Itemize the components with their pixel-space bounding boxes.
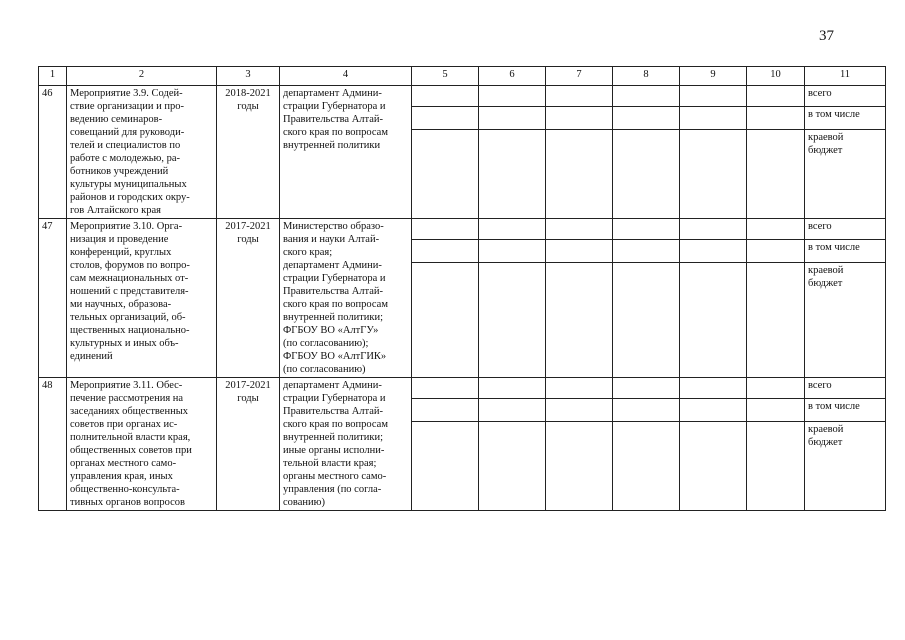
empty-cell [546, 399, 613, 422]
funding-total-label: всего [805, 86, 886, 107]
empty-cell [680, 240, 747, 263]
table-row [39, 86, 886, 107]
empty-cell [546, 86, 613, 107]
empty-cell [546, 219, 613, 240]
empty-cell [412, 107, 479, 130]
empty-cell [613, 219, 680, 240]
empty-cell [479, 107, 546, 130]
empty-cell [747, 86, 805, 107]
header-cell: 1 [39, 67, 67, 86]
empty-cell [613, 130, 680, 219]
page-number: 37 [819, 28, 834, 44]
empty-cell [613, 107, 680, 130]
responsible-executor: департамент Админи- страции Губернатора и Правительства Алтай- ского края по вопросам внутренней политики; иные органы исполни- тельной власти края; органы местного само- управления (по согла- сованию) [280, 378, 412, 511]
header-cell: 3 [217, 67, 280, 86]
empty-cell [479, 240, 546, 263]
empty-cell [613, 86, 680, 107]
funding-regional-budget-label: краевой бюджет [805, 422, 886, 511]
empty-cell [680, 399, 747, 422]
empty-cell [747, 219, 805, 240]
funding-regional-budget-label: краевой бюджет [805, 130, 886, 219]
empty-cell [613, 263, 680, 378]
empty-cell [479, 399, 546, 422]
empty-cell [680, 422, 747, 511]
empty-cell [747, 263, 805, 378]
empty-cell [546, 107, 613, 130]
header-cell: 9 [680, 67, 747, 86]
row-number: 46 [39, 86, 67, 219]
funding-regional-budget-label: краевой бюджет [805, 263, 886, 378]
table-row [39, 378, 886, 399]
empty-cell [412, 263, 479, 378]
empty-cell [546, 263, 613, 378]
activity-description: Мероприятие 3.9. Содей- ствие организации и про- ведению семинаров- совещаний для руководи- телей и специалистов по работе с молодежью, ра- ботников учреждений культуры муниципальных районов и городских окру- гов Алтайского края [67, 86, 217, 219]
empty-cell [680, 219, 747, 240]
empty-cell [613, 240, 680, 263]
column-number-header [39, 67, 886, 86]
empty-cell [680, 130, 747, 219]
empty-cell [546, 130, 613, 219]
empty-cell [546, 240, 613, 263]
row-number: 47 [39, 219, 67, 378]
empty-cell [613, 399, 680, 422]
empty-cell [680, 107, 747, 130]
header-cell: 2 [67, 67, 217, 86]
empty-cell [747, 399, 805, 422]
empty-cell [479, 422, 546, 511]
table-body [39, 67, 886, 511]
header-cell: 5 [412, 67, 479, 86]
empty-cell [412, 130, 479, 219]
empty-cell [546, 378, 613, 399]
funding-including-label: в том числе [805, 240, 886, 263]
empty-cell [747, 422, 805, 511]
header-cell: 6 [479, 67, 546, 86]
funding-total-label: всего [805, 378, 886, 399]
empty-cell [680, 86, 747, 107]
empty-cell [479, 130, 546, 219]
empty-cell [680, 378, 747, 399]
funding-including-label: в том числе [805, 399, 886, 422]
empty-cell [412, 422, 479, 511]
header-cell: 11 [805, 67, 886, 86]
empty-cell [479, 86, 546, 107]
implementation-years: 2017-2021 годы [217, 378, 280, 511]
activity-description: Мероприятие 3.11. Обес- печение рассмотрения на заседаниях общественных советов при органах ис- полнительной власти края, общественных советов при органах местного само- управления края, иных общественно-консульта- тивных органов вопросов [67, 378, 217, 511]
header-cell: 10 [747, 67, 805, 86]
empty-cell [680, 263, 747, 378]
header-cell: 8 [613, 67, 680, 86]
empty-cell [412, 399, 479, 422]
responsible-executor: департамент Админи- страции Губернатора и Правительства Алтай- ского края по вопросам внутренней политики [280, 86, 412, 219]
empty-cell [747, 240, 805, 263]
empty-cell [412, 219, 479, 240]
empty-cell [546, 422, 613, 511]
empty-cell [747, 107, 805, 130]
row-number: 48 [39, 378, 67, 511]
implementation-years: 2018-2021 годы [217, 86, 280, 219]
empty-cell [479, 378, 546, 399]
table-row [39, 219, 886, 240]
funding-total-label: всего [805, 219, 886, 240]
empty-cell [747, 378, 805, 399]
empty-cell [412, 378, 479, 399]
empty-cell [412, 86, 479, 107]
empty-cell [747, 130, 805, 219]
empty-cell [613, 422, 680, 511]
header-cell: 4 [280, 67, 412, 86]
empty-cell [613, 378, 680, 399]
empty-cell [412, 240, 479, 263]
empty-cell [479, 219, 546, 240]
responsible-executor: Министерство образо- вания и науки Алтай- ского края; департамент Админи- страции Губернатора и Правительства Алтай- ского края по вопросам внутренней политики; ФГБОУ ВО «АлтГУ» (по согласованию); ФГБОУ ВО «АлтГИК» (по согласованию) [280, 219, 412, 378]
program-activities-table [38, 66, 886, 511]
activity-description: Мероприятие 3.10. Орга- низация и проведение конференций, круглых столов, форумов по вопро- сам межнациональных от- ношений с представителя- ми научных, образова- тельных организаций, об- щественных национально- культурных и иных объ- единений [67, 219, 217, 378]
empty-cell [479, 263, 546, 378]
header-cell: 7 [546, 67, 613, 86]
implementation-years: 2017-2021 годы [217, 219, 280, 378]
funding-including-label: в том числе [805, 107, 886, 130]
